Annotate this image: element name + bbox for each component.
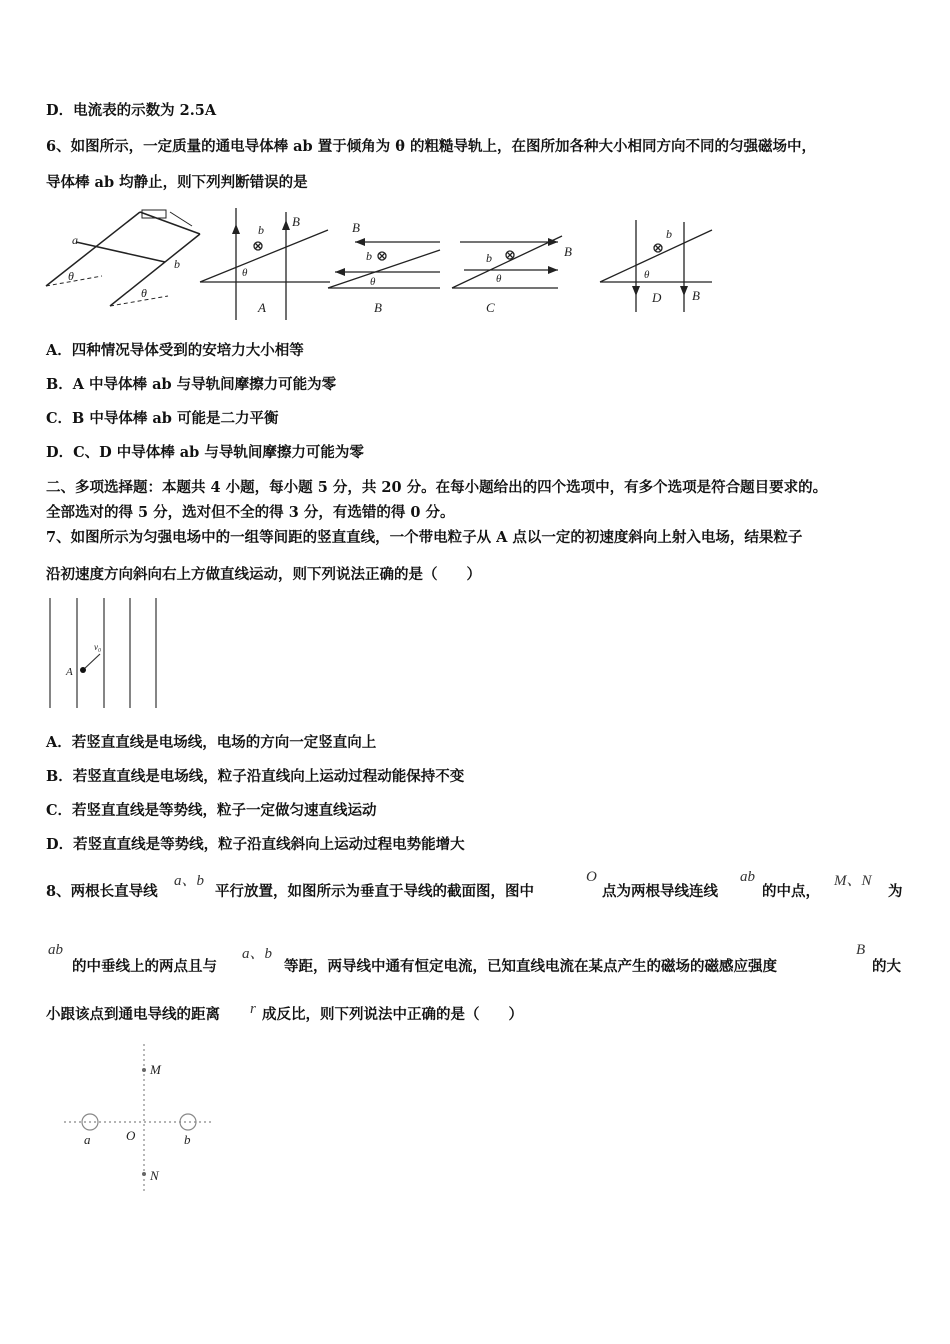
q8-text-5: 为 — [888, 883, 903, 900]
q7-stem-line1: 7、如图所示为匀强电场中的一组等间距的竖直直线，一个带电粒子从 A 点以一定的初速度斜向上射入电场，结果粒子 — [46, 529, 803, 546]
q8-sym-ab-2: ab — [740, 869, 755, 885]
q8-sym-B: B — [856, 942, 866, 958]
q6-option-c: C．B 中导体棒 ab 可能是二力平衡 — [46, 410, 279, 427]
q7-label-v0: v₀ — [94, 642, 102, 652]
fig-d-label-b: b — [666, 227, 672, 241]
fig-b-label-b: b — [366, 249, 372, 263]
q8-fig-b: b — [184, 1132, 191, 1147]
q6-figure — [40, 200, 720, 325]
fig-caption-A: A — [258, 300, 266, 315]
fig-caption-B: B — [374, 300, 382, 315]
q8-sym-MN: M、N — [834, 873, 872, 889]
fig-label-b: b — [174, 257, 180, 271]
q8-sym-O: O — [586, 869, 597, 885]
q8-sym-ab-4: a、b — [242, 946, 273, 962]
q8-fig-M: M — [150, 1062, 161, 1077]
fig-a-label-b: b — [258, 223, 264, 237]
q8-text-8: 的大 — [872, 958, 901, 975]
fig-b-theta: θ — [370, 276, 376, 288]
fig-theta-2: θ — [141, 286, 147, 300]
section2-line1: 二、多项选择题：本题共 4 小题，每小题 5 分，共 20 分。在每小题给出的四个选项中，有多个选项是符合题目要求的。 — [46, 479, 828, 496]
q8-text-1: 8、两根长直导线 — [46, 883, 158, 900]
fig-a-label-B: B — [292, 214, 300, 229]
fig-b-label-B: B — [352, 220, 360, 235]
q8-text-6: 的中垂线上的两点且与 — [72, 958, 217, 975]
q8-text-9: 小跟该点到通电导线的距离 — [46, 1006, 220, 1023]
q5-option-d: D．电流表的示数为 2.5A — [46, 102, 217, 119]
q8-fig-a: a — [84, 1132, 91, 1147]
q7-option-c: C．若竖直直线是等势线，粒子一定做匀速直线运动 — [46, 802, 377, 819]
q8-text-2: 平行放置，如图所示为垂直于导线的截面图，图中 — [215, 883, 534, 900]
q6-option-a: A．四种情况导体受到的安培力大小相等 — [46, 342, 304, 359]
q8-fig-O: O — [126, 1128, 136, 1143]
q6-option-b: B．A 中导体棒 ab 与导轨间摩擦力可能为零 — [46, 376, 337, 393]
fig-c-label-B: B — [564, 244, 572, 259]
q6-option-d: D．C、D 中导体棒 ab 与导轨间摩擦力可能为零 — [46, 444, 364, 461]
fig-caption-C: C — [486, 300, 495, 315]
fig-caption-D: D — [652, 290, 662, 305]
q6-stem-line2: 导体棒 ab 均静止，则下列判断错误的是 — [46, 174, 308, 191]
q8-text-10: 成反比，则下列说法中正确的是（ ） — [262, 1006, 523, 1023]
fig-c-label-b: b — [486, 251, 492, 265]
q8-text-4: 的中点， — [762, 883, 820, 900]
q6-stem-line1: 6、如图所示，一定质量的通电导体棒 ab 置于倾角为 θ 的粗糙导轨上，在图所加各种大小相同方向不同的匀强磁场中， — [46, 138, 816, 155]
q7-figure — [44, 596, 164, 712]
fig-c-theta: θ — [496, 273, 502, 285]
q7-label-A: A — [66, 666, 73, 678]
fig-d-label-B: B — [692, 288, 700, 303]
fig-label-a: a — [72, 233, 78, 247]
q7-option-d: D．若竖直直线是等势线，粒子沿直线斜向上运动过程电势能增大 — [46, 836, 465, 853]
section2-line2: 全部选对的得 5 分，选对但不全的得 3 分，有选错的得 0 分。 — [46, 504, 455, 521]
q8-fig-N: N — [150, 1168, 159, 1183]
q8-text-3: 点为两根导线连线 — [602, 883, 718, 900]
q8-sym-ab-3: ab — [48, 942, 63, 958]
q7-option-a: A．若竖直直线是电场线，电场的方向一定竖直向上 — [46, 734, 377, 751]
q8-figure — [60, 1040, 220, 1196]
q7-option-b: B．若竖直直线是电场线，粒子沿直线向上运动过程动能保持不变 — [46, 768, 465, 785]
q8-sym-r: r — [250, 1001, 256, 1017]
q8-sym-ab-1: a、b — [174, 873, 205, 889]
fig-a-theta: θ — [242, 267, 248, 279]
q7-stem-line2: 沿初速度方向斜向右上方做直线运动，则下列说法正确的是（ ） — [46, 566, 481, 583]
q8-text-7: 等距，两导线中通有恒定电流，已知直线电流在某点产生的磁场的磁感应强度 — [284, 958, 777, 975]
fig-theta-1: θ — [68, 269, 74, 283]
fig-d-theta: θ — [644, 269, 650, 281]
